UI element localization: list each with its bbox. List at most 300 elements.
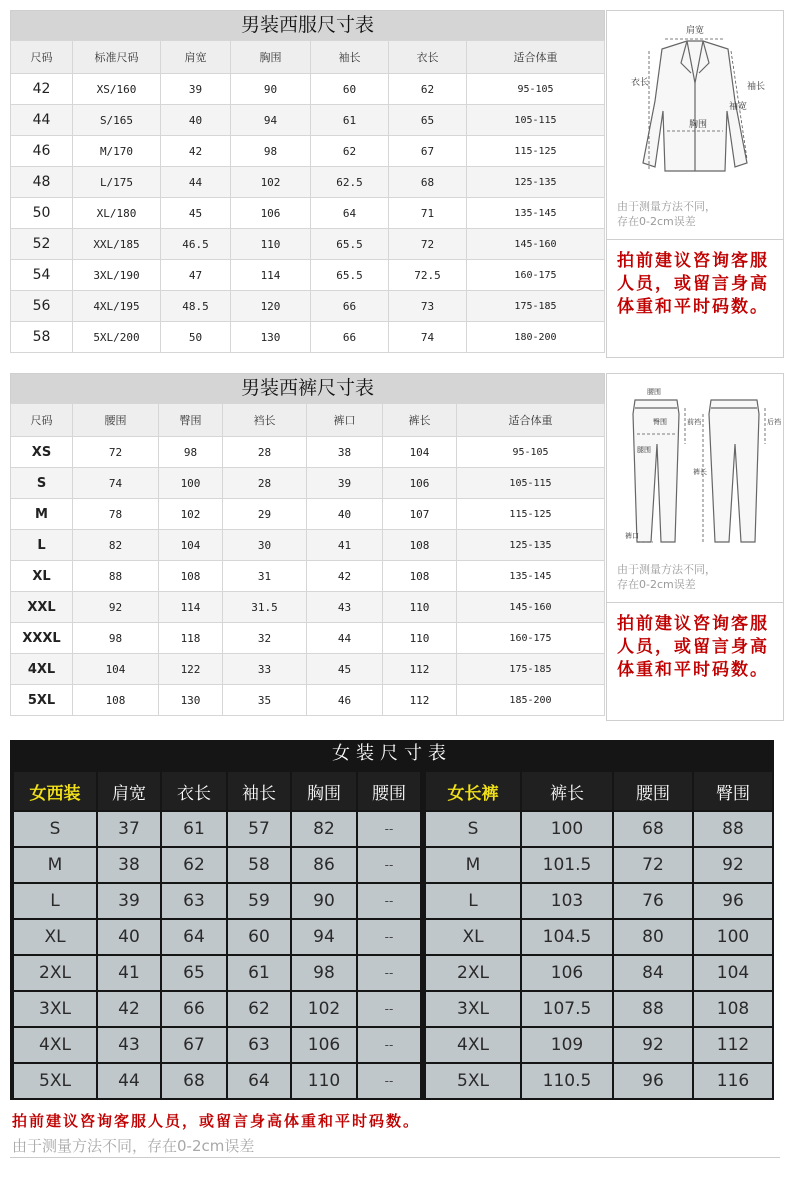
table-cell: 65	[389, 105, 467, 136]
table-cell: 82	[291, 811, 357, 847]
men-suit-header-row	[11, 41, 605, 74]
table-row	[11, 136, 605, 167]
table-cell: 100	[521, 811, 613, 847]
table-cell: 43	[97, 1027, 161, 1063]
suit-shoulder-label: 肩宽	[685, 26, 705, 36]
table-cell: --	[357, 883, 421, 919]
table-cell: 92	[693, 847, 773, 883]
table-cell: 41	[97, 955, 161, 991]
table-row	[11, 322, 605, 353]
table-cell: --	[357, 919, 421, 955]
table-cell: 45	[161, 198, 231, 229]
table-cell: 110	[383, 623, 457, 654]
suit-sleeve-label: 袖长	[747, 82, 766, 92]
table-cell: 92	[613, 1027, 693, 1063]
men-pants-title: 男装西裤尺寸表	[10, 373, 605, 403]
table-cell: 71	[389, 198, 467, 229]
table-cell: 125-135	[467, 167, 605, 198]
size-cell: S	[425, 811, 521, 847]
table-row	[11, 229, 605, 260]
table-cell: 3XL/190	[73, 260, 161, 291]
table-cell: 39	[161, 74, 231, 105]
table-cell: 125-135	[457, 530, 605, 561]
column-header: 适合体重	[467, 41, 605, 74]
table-cell: 88	[73, 561, 159, 592]
table-cell: 98	[73, 623, 159, 654]
table-cell: 98	[231, 136, 311, 167]
table-row	[11, 198, 605, 229]
table-cell: 112	[383, 654, 457, 685]
table-cell: 104	[383, 437, 457, 468]
table-cell: --	[357, 991, 421, 1027]
table-cell: 95-105	[467, 74, 605, 105]
table-cell: 88	[613, 991, 693, 1027]
size-cell: M	[425, 847, 521, 883]
table-cell: 61	[227, 955, 291, 991]
women-suit-header-row	[13, 771, 421, 811]
table-cell: 68	[161, 1063, 227, 1099]
pants-back-rise-label: 后裆	[767, 418, 781, 426]
table-cell: 37	[97, 811, 161, 847]
table-cell: 112	[383, 685, 457, 716]
table-cell: 66	[311, 291, 389, 322]
table-cell: 63	[161, 883, 227, 919]
table-cell: 101.5	[521, 847, 613, 883]
table-cell: 90	[291, 883, 357, 919]
table-cell: 102	[231, 167, 311, 198]
table-cell: M/170	[73, 136, 161, 167]
table-cell: --	[357, 847, 421, 883]
table-cell: --	[357, 811, 421, 847]
table-cell: 72	[613, 847, 693, 883]
size-cell: XL	[425, 919, 521, 955]
table-row	[425, 1027, 773, 1063]
table-cell: 59	[227, 883, 291, 919]
table-cell: 110	[231, 229, 311, 260]
women-suit-size-table	[12, 770, 422, 1100]
table-cell: 64	[161, 919, 227, 955]
table-cell: L/175	[73, 167, 161, 198]
divider	[607, 602, 783, 603]
table-cell: 42	[97, 991, 161, 1027]
table-cell: 30	[223, 530, 307, 561]
table-cell: --	[357, 1027, 421, 1063]
note-line-1: 由于测量方法不同，	[617, 200, 716, 213]
size-cell: 56	[11, 291, 73, 322]
men-suit-measure-note	[617, 199, 783, 229]
table-row	[11, 592, 605, 623]
table-row	[11, 530, 605, 561]
table-cell: 105-115	[457, 468, 605, 499]
column-header: 肩宽	[97, 771, 161, 811]
table-row	[13, 883, 421, 919]
table-cell: 29	[223, 499, 307, 530]
column-header: 衣长	[389, 41, 467, 74]
women-suit-body	[13, 811, 421, 1099]
table-cell: 103	[521, 883, 613, 919]
table-cell: 63	[227, 1027, 291, 1063]
table-cell: 110	[291, 1063, 357, 1099]
table-cell: 4XL/195	[73, 291, 161, 322]
footer-advice: 拍前建议咨询客服人员，或留言身高体重和平时码数。	[12, 1112, 421, 1130]
table-cell: 68	[613, 811, 693, 847]
table-cell: 65.5	[311, 260, 389, 291]
table-cell: 86	[291, 847, 357, 883]
table-row	[425, 991, 773, 1027]
men-pants-measure-note	[617, 562, 783, 592]
size-cell: 48	[11, 167, 73, 198]
size-cell: 58	[11, 322, 73, 353]
suit-chest-label: 胸围	[689, 120, 708, 130]
table-cell: 82	[73, 530, 159, 561]
column-header: 裤长	[383, 404, 457, 437]
table-cell: --	[357, 1063, 421, 1099]
table-cell: 145-160	[467, 229, 605, 260]
table-row	[11, 260, 605, 291]
table-cell: 108	[73, 685, 159, 716]
table-cell: 42	[307, 561, 383, 592]
table-cell: 31	[223, 561, 307, 592]
column-header: 袖长	[227, 771, 291, 811]
table-cell: 64	[311, 198, 389, 229]
table-cell: 44	[161, 167, 231, 198]
table-cell: 31.5	[223, 592, 307, 623]
column-header: 臀围	[159, 404, 223, 437]
table-cell: 43	[307, 592, 383, 623]
pants-front-rise-label: 前裆	[687, 418, 701, 426]
table-row	[425, 919, 773, 955]
table-cell: 105-115	[467, 105, 605, 136]
table-row	[425, 955, 773, 991]
table-cell: 130	[231, 322, 311, 353]
men-suit-size-table	[10, 10, 605, 353]
note-line-1: 由于测量方法不同，	[617, 563, 716, 576]
table-cell: 106	[383, 468, 457, 499]
table-cell: 39	[307, 468, 383, 499]
column-header: 女长裤	[425, 771, 521, 811]
table-cell: 32	[223, 623, 307, 654]
pants-hip-label: 臀围	[653, 418, 667, 426]
suit-length-label: 衣长	[631, 78, 650, 88]
table-cell: 60	[227, 919, 291, 955]
women-pants-header-row	[425, 771, 773, 811]
table-cell: 28	[223, 468, 307, 499]
table-row	[11, 167, 605, 198]
table-cell: 57	[227, 811, 291, 847]
table-row	[425, 811, 773, 847]
size-cell: 4XL	[425, 1027, 521, 1063]
table-row	[11, 291, 605, 322]
table-cell: 5XL/200	[73, 322, 161, 353]
table-cell: 106	[291, 1027, 357, 1063]
table-cell: 120	[231, 291, 311, 322]
size-cell: 5XL	[425, 1063, 521, 1099]
men-pants-size-table	[10, 373, 605, 716]
size-cell: 4XL	[11, 654, 73, 685]
table-cell: XXL/185	[73, 229, 161, 260]
table-cell: 65.5	[311, 229, 389, 260]
table-cell: 108	[383, 561, 457, 592]
women-section	[10, 740, 774, 1100]
table-row	[11, 623, 605, 654]
table-cell: 115-125	[457, 499, 605, 530]
table-row	[11, 654, 605, 685]
size-cell: 3XL	[425, 991, 521, 1027]
men-pants-header-row	[11, 404, 605, 437]
table-cell: 47	[161, 260, 231, 291]
table-cell: 175-185	[457, 654, 605, 685]
table-cell: 62	[311, 136, 389, 167]
table-row	[13, 1063, 421, 1099]
column-header: 裤口	[307, 404, 383, 437]
men-pants-section	[10, 373, 782, 721]
pants-thigh-label: 腿围	[637, 446, 651, 454]
table-cell: 67	[389, 136, 467, 167]
table-cell: 35	[223, 685, 307, 716]
table-cell: 61	[311, 105, 389, 136]
suit-cuff-label: 袖宽	[729, 102, 748, 112]
size-cell: L	[11, 530, 73, 561]
table-cell: 94	[231, 105, 311, 136]
table-cell: 38	[307, 437, 383, 468]
table-cell: 72	[389, 229, 467, 260]
table-cell: 116	[693, 1063, 773, 1099]
table-cell: 104	[159, 530, 223, 561]
table-cell: 62	[389, 74, 467, 105]
table-row	[11, 468, 605, 499]
table-cell: 114	[159, 592, 223, 623]
size-cell: 2XL	[13, 955, 97, 991]
table-row	[11, 437, 605, 468]
column-header: 标准尺码	[73, 41, 161, 74]
column-header: 裤长	[521, 771, 613, 811]
table-row	[11, 105, 605, 136]
table-cell: 44	[307, 623, 383, 654]
footer-divider	[10, 1157, 780, 1158]
table-cell: XL/180	[73, 198, 161, 229]
men-pants-body	[11, 437, 605, 716]
table-row	[13, 991, 421, 1027]
men-pants-side-panel	[606, 373, 784, 721]
table-cell: 95-105	[457, 437, 605, 468]
table-cell: 62.5	[311, 167, 389, 198]
table-cell: 106	[521, 955, 613, 991]
table-cell: 66	[311, 322, 389, 353]
trousers-diagram	[607, 374, 783, 554]
divider	[607, 239, 783, 240]
size-cell: 54	[11, 260, 73, 291]
table-cell: 180-200	[467, 322, 605, 353]
table-cell: 74	[389, 322, 467, 353]
table-cell: 175-185	[467, 291, 605, 322]
table-cell: 135-145	[457, 561, 605, 592]
size-cell: XXL	[11, 592, 73, 623]
table-cell: 118	[159, 623, 223, 654]
table-cell: 122	[159, 654, 223, 685]
table-cell: 96	[613, 1063, 693, 1099]
men-pants-advice: 拍前建议咨询客服人员，或留言身高体重和平时码数。	[617, 614, 769, 680]
column-header: 肩宽	[161, 41, 231, 74]
table-cell: 160-175	[467, 260, 605, 291]
women-pants-size-table	[424, 770, 774, 1100]
table-cell: 46	[307, 685, 383, 716]
suit-jacket-diagram	[607, 11, 783, 191]
size-cell: S	[13, 811, 97, 847]
size-cell: 42	[11, 74, 73, 105]
column-header: 袖长	[311, 41, 389, 74]
table-row	[425, 883, 773, 919]
table-cell: 40	[97, 919, 161, 955]
pants-waist-label: 腰围	[647, 388, 661, 396]
table-row	[11, 499, 605, 530]
table-cell: 74	[73, 468, 159, 499]
table-cell: 41	[307, 530, 383, 561]
table-cell: 160-175	[457, 623, 605, 654]
table-cell: 39	[97, 883, 161, 919]
size-cell: 5XL	[13, 1063, 97, 1099]
table-cell: 130	[159, 685, 223, 716]
table-row	[425, 847, 773, 883]
table-cell: 72.5	[389, 260, 467, 291]
table-cell: 62	[161, 847, 227, 883]
size-cell: 50	[11, 198, 73, 229]
table-cell: 108	[383, 530, 457, 561]
table-cell: 68	[389, 167, 467, 198]
table-cell: 72	[73, 437, 159, 468]
column-header: 腰围	[613, 771, 693, 811]
note-line-2: 存在0-2cm误差	[617, 578, 696, 591]
column-header: 适合体重	[457, 404, 605, 437]
table-cell: 45	[307, 654, 383, 685]
table-cell: 109	[521, 1027, 613, 1063]
pants-hem-label: 裤口	[625, 532, 639, 540]
table-cell: 102	[291, 991, 357, 1027]
table-cell: XS/160	[73, 74, 161, 105]
table-row	[13, 955, 421, 991]
size-cell: 46	[11, 136, 73, 167]
column-header: 衣长	[161, 771, 227, 811]
column-header: 尺码	[11, 404, 73, 437]
table-cell: 92	[73, 592, 159, 623]
table-cell: 112	[693, 1027, 773, 1063]
table-row	[425, 1063, 773, 1099]
table-cell: 107	[383, 499, 457, 530]
table-cell: 88	[693, 811, 773, 847]
women-pants-body	[425, 811, 773, 1099]
table-cell: 40	[161, 105, 231, 136]
table-cell: 185-200	[457, 685, 605, 716]
column-header: 裆长	[223, 404, 307, 437]
footer-measure-note: 由于测量方法不同，存在0-2cm误差	[12, 1137, 255, 1155]
table-cell: 48.5	[161, 291, 231, 322]
table-cell: 110	[383, 592, 457, 623]
table-cell: 76	[613, 883, 693, 919]
table-cell: 50	[161, 322, 231, 353]
column-header: 胸围	[231, 41, 311, 74]
table-cell: 61	[161, 811, 227, 847]
table-cell: 104.5	[521, 919, 613, 955]
men-suit-title: 男装西服尺寸表	[10, 10, 605, 40]
table-cell: 90	[231, 74, 311, 105]
table-cell: 58	[227, 847, 291, 883]
size-cell: L	[13, 883, 97, 919]
table-cell: 40	[307, 499, 383, 530]
size-cell: 4XL	[13, 1027, 97, 1063]
size-cell: 44	[11, 105, 73, 136]
table-cell: 102	[159, 499, 223, 530]
table-cell: 44	[97, 1063, 161, 1099]
size-cell: M	[11, 499, 73, 530]
table-row	[11, 685, 605, 716]
size-cell: XL	[11, 561, 73, 592]
table-row	[11, 74, 605, 105]
size-cell: M	[13, 847, 97, 883]
table-cell: 107.5	[521, 991, 613, 1027]
table-cell: 106	[231, 198, 311, 229]
table-cell: S/165	[73, 105, 161, 136]
column-header: 腰围	[357, 771, 421, 811]
table-cell: 98	[159, 437, 223, 468]
size-cell: XS	[11, 437, 73, 468]
table-cell: 145-160	[457, 592, 605, 623]
table-cell: 73	[389, 291, 467, 322]
size-cell: 5XL	[11, 685, 73, 716]
pants-length-label: 裤长	[693, 468, 707, 476]
table-row	[11, 561, 605, 592]
note-line-2: 存在0-2cm误差	[617, 215, 696, 228]
table-cell: 84	[613, 955, 693, 991]
table-cell: 100	[693, 919, 773, 955]
table-row	[13, 811, 421, 847]
men-suit-section	[10, 10, 782, 358]
size-cell: 2XL	[425, 955, 521, 991]
table-cell: 62	[227, 991, 291, 1027]
table-cell: 104	[73, 654, 159, 685]
table-cell: 66	[161, 991, 227, 1027]
table-cell: 108	[693, 991, 773, 1027]
table-cell: 64	[227, 1063, 291, 1099]
column-header: 腰围	[73, 404, 159, 437]
table-cell: 98	[291, 955, 357, 991]
size-cell: 3XL	[13, 991, 97, 1027]
column-header: 臀围	[693, 771, 773, 811]
size-cell: 52	[11, 229, 73, 260]
table-cell: 110.5	[521, 1063, 613, 1099]
table-cell: --	[357, 955, 421, 991]
column-header: 胸围	[291, 771, 357, 811]
table-cell: 94	[291, 919, 357, 955]
table-cell: 38	[97, 847, 161, 883]
table-cell: 80	[613, 919, 693, 955]
column-header: 女西装	[13, 771, 97, 811]
table-row	[13, 1027, 421, 1063]
table-cell: 114	[231, 260, 311, 291]
table-cell: 33	[223, 654, 307, 685]
table-row	[13, 847, 421, 883]
size-cell: L	[425, 883, 521, 919]
table-cell: 104	[693, 955, 773, 991]
table-cell: 60	[311, 74, 389, 105]
table-cell: 78	[73, 499, 159, 530]
table-row	[13, 919, 421, 955]
size-cell: S	[11, 468, 73, 499]
men-suit-body	[11, 74, 605, 353]
size-cell: XL	[13, 919, 97, 955]
table-cell: 96	[693, 883, 773, 919]
women-title: 女装尺寸表	[332, 743, 452, 764]
table-cell: 65	[161, 955, 227, 991]
size-cell: XXXL	[11, 623, 73, 654]
